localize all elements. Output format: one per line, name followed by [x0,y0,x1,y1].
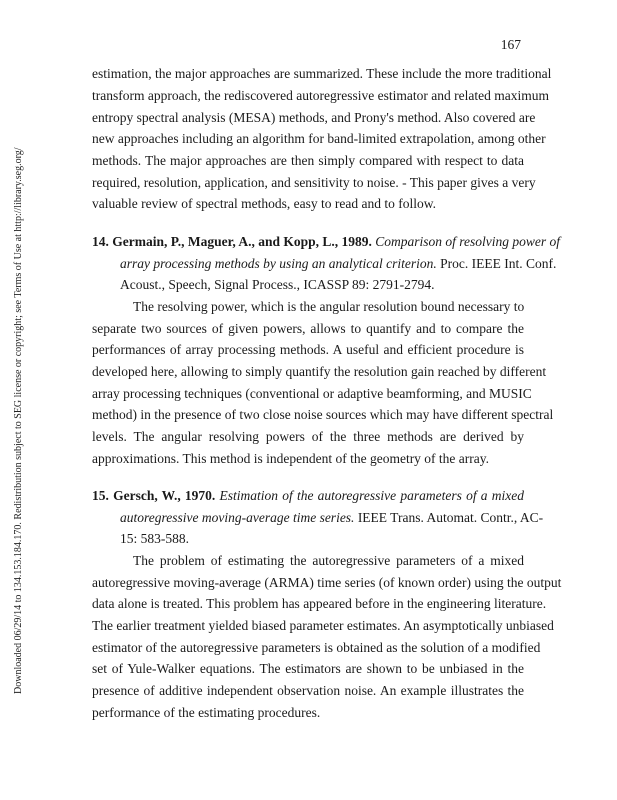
abstract-line: The problem of estimating the autoregressive parameters of a mixed [133,553,524,568]
reference-number: 14. [92,234,109,249]
intro-line: estimation, the major approaches are summarized. These include the more traditional [92,66,552,81]
download-notice: Downloaded 06/29/14 to 134.153.184.170. Redistribution subject to SEG license or copyright; see Terms of Use at http://library.seg.org/ [13,147,24,694]
reference-title: Comparison of resolving power of [375,234,561,249]
abstract-line: presence of additive independent observation noise. An example illustrates the [92,683,524,698]
reference-title-continued: autoregressive moving-average time series. [120,510,355,525]
reference-source-line: Acoust., Speech, Signal Process., ICASSP 89: 2791-2794. [120,277,435,292]
reference-title: Estimation of the autoregressive parameters of a mixed [219,488,524,503]
reference-title-line [120,253,557,275]
intro-line: transform approach, the rediscovered autoregressive estimator and related maximum [92,88,549,103]
abstract-line: The earlier treatment yielded biased parameter estimates. An asymptotically unbiased [92,618,554,633]
reference-title-line [120,507,544,529]
abstract-line: set of Yule-Walker equations. The estimators are shown to be unbiased in the [92,661,524,676]
reference-number: 15. [92,488,109,503]
intro-line: required, resolution, application, and sensitivity to noise. - This paper gives a very [92,175,536,190]
abstract-line: developed here, allowing to simply quantify the resolution gain reached by different [92,364,547,379]
reference-title-continued: array processing methods by using an analytical criterion. [120,256,437,271]
reference-authors: Germain, P., Maguer, A., and Kopp, L., 1989. [112,234,372,249]
abstract-line: array processing techniques (conventional or adaptive beamforming, and MUSIC [92,386,532,401]
intro-line: new approaches including an algorithm for band-limited extrapolation, among other [92,131,546,146]
intro-line: methods. The major approaches are then simply compared with respect to data [92,153,524,168]
abstract-line: estimator of the autoregressive parameters is obtained as the solution of a modified [92,640,541,655]
abstract-line: separate two sources of given powers, allows to quantify and to compare the [92,321,524,336]
abstract-line: method) in the presence of two close noise sources which may have different spectral [92,407,554,422]
abstract-line: levels. The angular resolving powers of the three methods are derived by [92,429,524,444]
intro-line: valuable review of spectral methods, easy to read and to follow. [92,196,437,211]
reference-heading-line [92,231,561,253]
reference-authors: Gersch, W., 1970. [113,488,216,503]
reference-source-line: 15: 583-588. [120,531,189,546]
abstract-line: performances of array processing methods. A useful and efficient procedure is [92,342,524,357]
abstract-line: autoregressive moving-average (ARMA) time series (of known order) using the output [92,575,562,590]
intro-line: entropy spectral analysis (MESA) methods, and Prony's method. Also covered are [92,110,536,125]
page-number: 167 [500,37,521,52]
abstract-line: performance of the estimating procedures. [92,705,321,720]
abstract-line: The resolving power, which is the angular resolution bound necessary to [133,299,525,314]
reference-source: IEEE Trans. Automat. Contr., AC- [357,510,544,525]
reference-heading-line [92,485,524,507]
reference-source: Proc. IEEE Int. Conf. [440,256,557,271]
abstract-line: approximations. This method is independent of the geometry of the array. [92,451,490,466]
abstract-line: data alone is treated. This problem has appeared before in the engineering literature. [92,596,547,611]
